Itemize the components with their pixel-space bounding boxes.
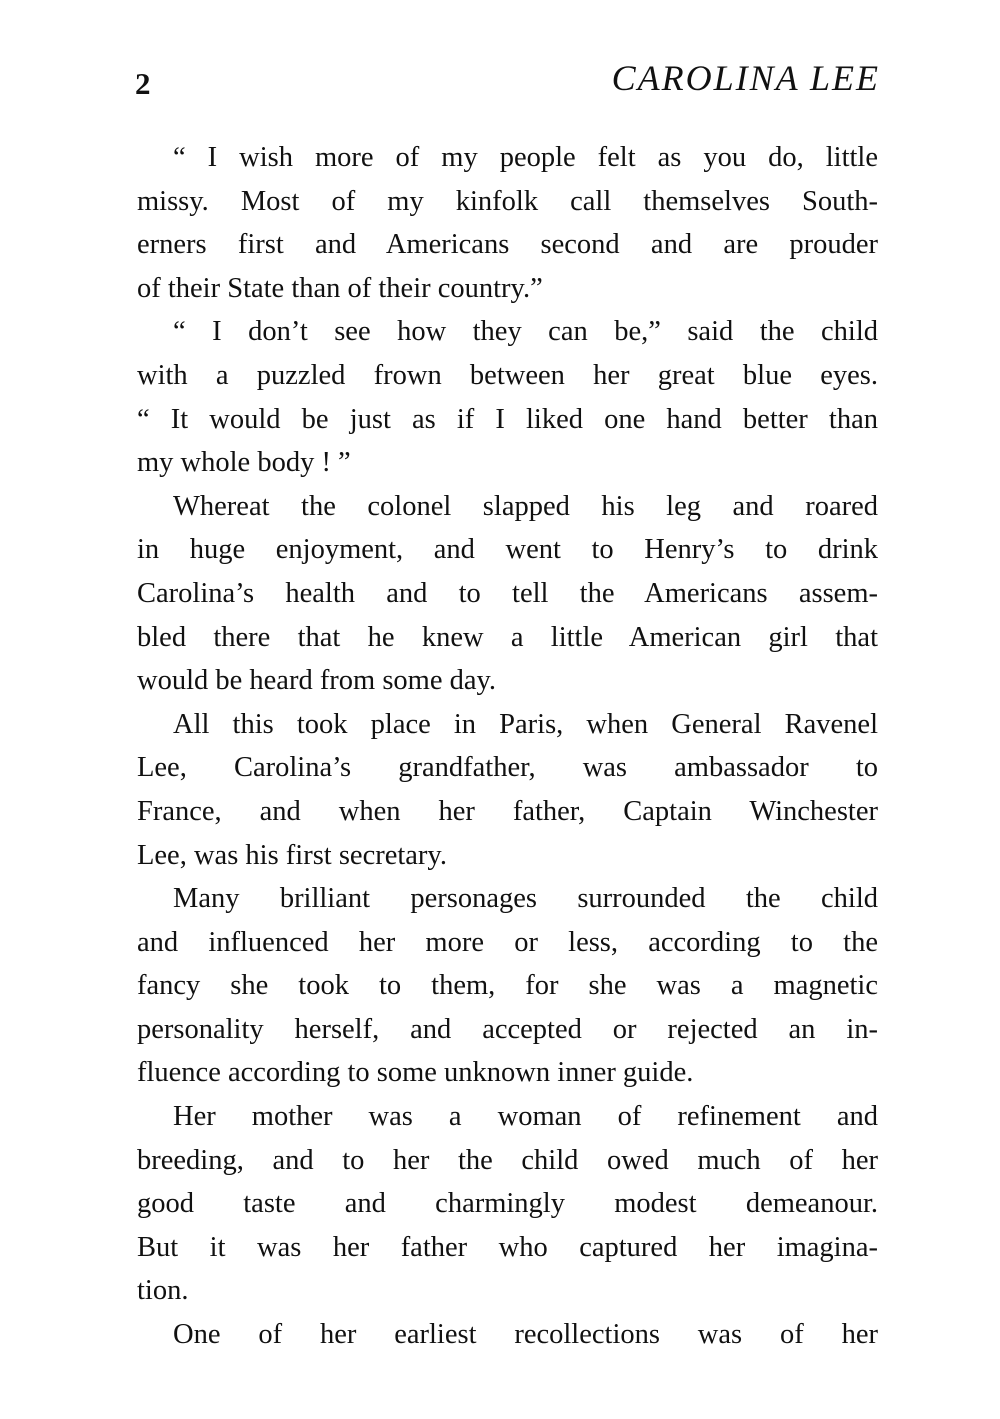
text-line: Many brilliant personages surrounded the child <box>173 883 878 915</box>
text-line: personality herself, and accepted or rejected an in- <box>137 1013 878 1045</box>
text-line: my whole body ! ” <box>137 447 351 479</box>
paragraph <box>137 136 878 310</box>
text-line: and influenced her more or less, according to the <box>137 926 878 958</box>
text-line: “ I don’t see how they can be,” said the child <box>173 316 878 348</box>
page-number: 2 <box>135 66 151 101</box>
text-line: would be heard from some day. <box>137 665 497 697</box>
text-line: with a puzzled frown between her great blue eyes. <box>137 359 878 391</box>
body-text <box>137 136 878 1357</box>
text-line: Whereat the colonel slapped his leg and roared <box>173 490 878 522</box>
text-line: “ I wish more of my people felt as you do, little <box>173 142 878 173</box>
text-line: Lee, Carolina’s grandfather, was ambassador to <box>137 752 878 784</box>
text-line: fluence according to some unknown inner guide. <box>137 1057 694 1089</box>
paragraph <box>137 1313 878 1357</box>
paragraph <box>137 703 878 877</box>
text-line: France, and when her father, Captain Winchester <box>137 795 878 827</box>
text-line: fancy she took to them, for she was a magnetic <box>137 970 878 1002</box>
text-line: bled there that he knew a little American girl that <box>137 621 878 653</box>
text-line: All this took place in Paris, when General Ravenel <box>173 708 878 740</box>
text-line: breeding, and to her the child owed much of her <box>137 1144 878 1176</box>
text-line: missy. Most of my kinfolk call themselves South- <box>137 185 878 217</box>
text-line: in huge enjoyment, and went to Henry’s to drink <box>137 534 878 566</box>
text-line: Her mother was a woman of refinement and <box>173 1101 878 1133</box>
text-line: erners first and Americans second and are prouder <box>137 229 878 261</box>
text-line: tion. <box>137 1275 189 1307</box>
paragraph <box>137 877 878 1095</box>
text-line: good taste and charmingly modest demeanour. <box>137 1188 878 1220</box>
text-line: “ It would be just as if I liked one hand better than <box>137 403 878 435</box>
running-title: CAROLINA LEE <box>611 58 880 98</box>
text-line: Carolina’s health and to tell the Americans assem- <box>137 577 878 609</box>
page-header <box>135 56 880 106</box>
paragraph <box>137 1095 878 1313</box>
text-line: But it was her father who captured her imagina- <box>137 1231 878 1263</box>
text-line: One of her earliest recollections was of her <box>173 1319 878 1351</box>
text-line: of their State than of their country.” <box>137 272 543 304</box>
paragraph <box>137 310 878 484</box>
text-line: Lee, was his first secretary. <box>137 839 447 871</box>
paragraph <box>137 485 878 703</box>
